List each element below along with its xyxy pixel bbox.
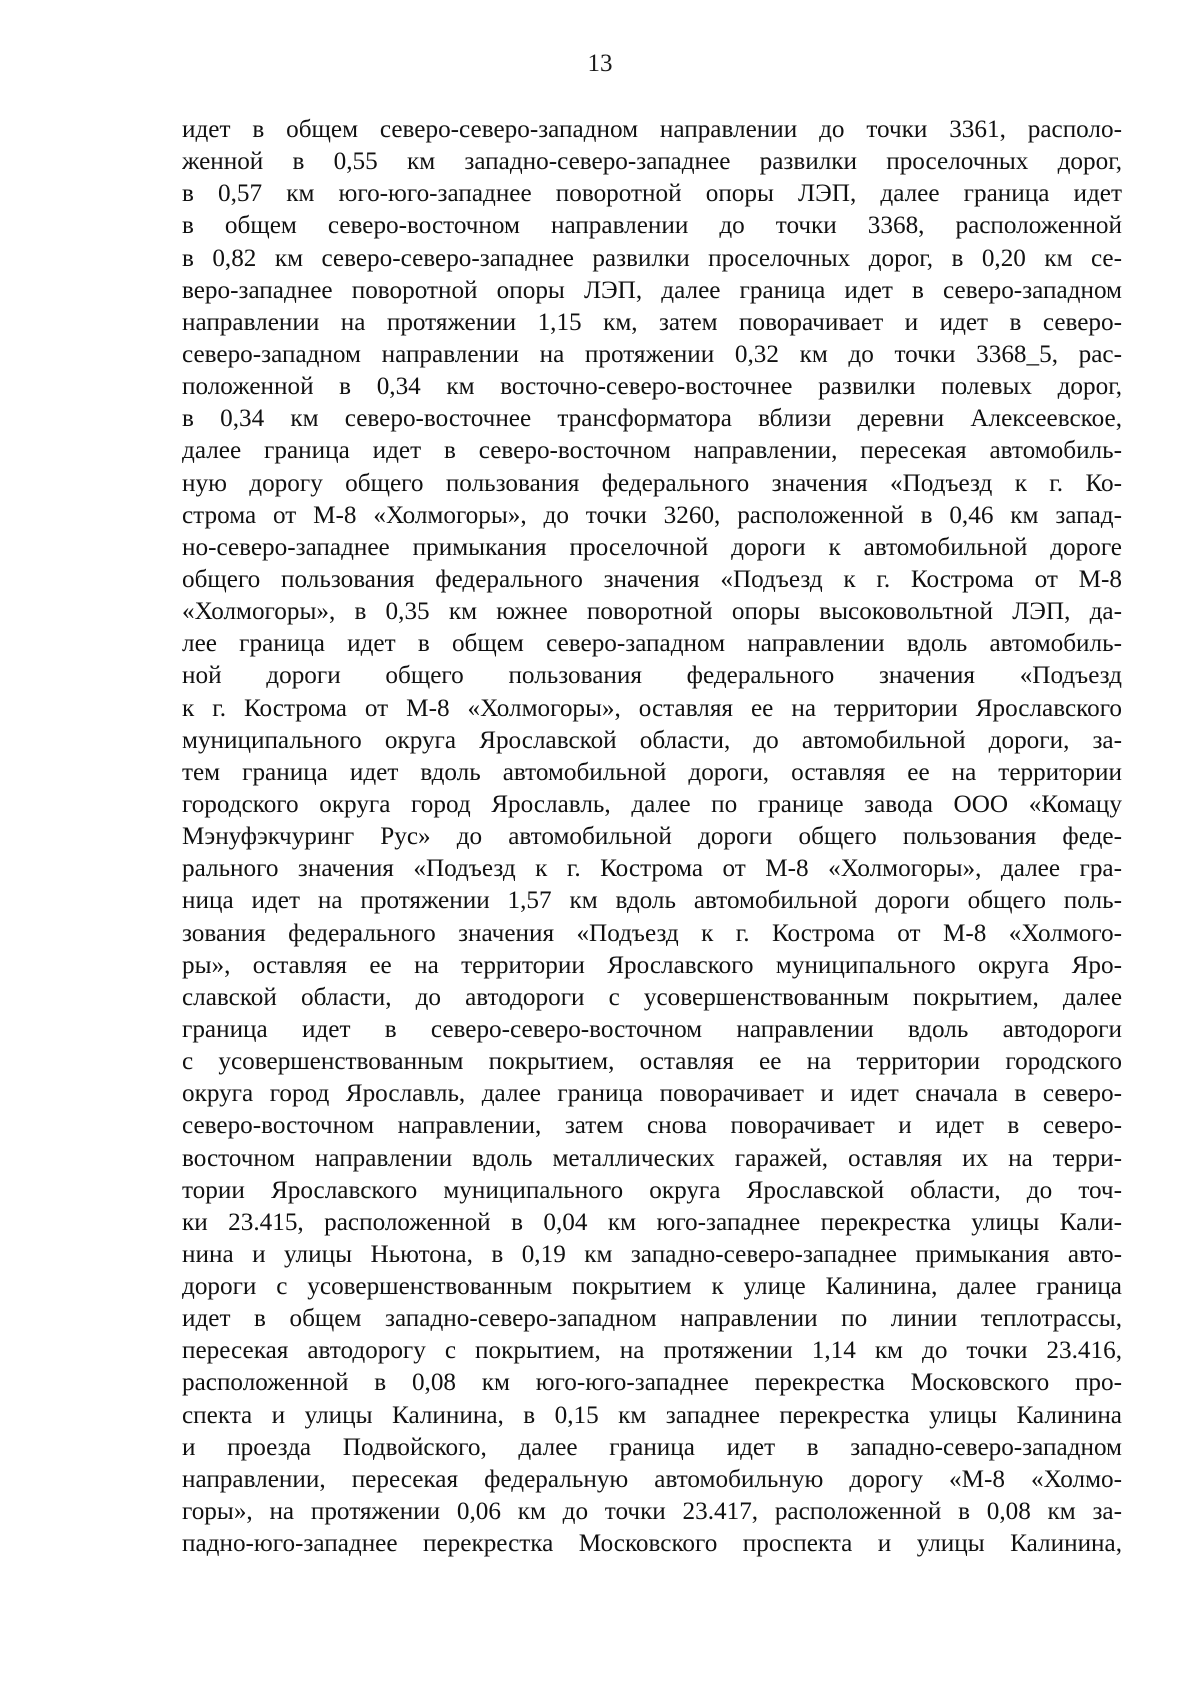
text-line: в 0,82 км северо-северо-западнее развилки проселочных дорог, в 0,20 км се-	[182, 244, 1122, 272]
text-line: падно-юго-западнее перекрестка Московского проспекта и улицы Калинина,	[182, 1530, 1122, 1558]
text-line: ры», оставляя ее на территории Ярославского муниципального округа Яро-	[182, 951, 1122, 979]
text-line: тем граница идет вдоль автомобильной дороги, оставляя ее на территории	[182, 758, 1122, 786]
text-line: общего пользования федерального значения «Подъезд к г. Кострома от М-8	[182, 565, 1122, 593]
text-line: в 0,57 км юго-юго-западнее поворотной опоры ЛЭП, далее граница идет	[182, 180, 1122, 208]
text-line: северо-восточном направлении, затем снова поворачивает и идет в северо-	[182, 1112, 1122, 1140]
text-line: округа город Ярославль, далее граница поворачивает и идет сначала в северо-	[182, 1080, 1122, 1108]
text-line: дороги с усовершенствованным покрытием к улице Калинина, далее граница	[182, 1273, 1122, 1301]
text-line: расположенной в 0,08 км юго-юго-западнее перекрестка Московского про-	[182, 1369, 1122, 1397]
text-line: веро-западнее поворотной опоры ЛЭП, далее граница идет в северо-западном	[182, 276, 1122, 304]
body-text	[182, 114, 1122, 1560]
text-line: тории Ярославского муниципального округа Ярославской области, до точ-	[182, 1176, 1122, 1204]
text-line: славской области, до автодороги с усовершенствованным покрытием, далее	[182, 983, 1122, 1011]
text-line: и проезда Подвойского, далее граница идет в западно-северо-западном	[182, 1433, 1122, 1461]
text-line: к г. Кострома от М-8 «Холмогоры», оставляя ее на территории Ярославского	[182, 694, 1122, 722]
text-line: «Холмогоры», в 0,35 км южнее поворотной опоры высоковольтной ЛЭП, да-	[182, 598, 1122, 626]
text-line: далее граница идет в северо-восточном направлении, пересекая автомобиль-	[182, 437, 1122, 465]
text-line: с усовершенствованным покрытием, оставляя ее на территории городского	[182, 1048, 1122, 1076]
text-line: идет в общем западно-северо-западном направлении по линии теплотрассы,	[182, 1305, 1122, 1333]
text-line: рального значения «Подъезд к г. Кострома от М-8 «Холмогоры», далее гра-	[182, 855, 1122, 883]
text-line: но-северо-западнее примыкания проселочной дороги к автомобильной дороге	[182, 533, 1122, 561]
page-number: 13	[587, 50, 613, 77]
text-line: лее граница идет в общем северо-западном направлении вдоль автомобиль-	[182, 630, 1122, 658]
text-line: Мэнуфэкчуринг Рус» до автомобильной дороги общего пользования феде-	[182, 823, 1122, 851]
text-line: ную дорогу общего пользования федерального значения «Подъезд к г. Ко-	[182, 469, 1122, 497]
text-line: женной в 0,55 км западно-северо-западнее развилки проселочных дорог,	[182, 148, 1122, 176]
text-line: пересекая автодорогу с покрытием, на протяжении 1,14 км до точки 23.416,	[182, 1337, 1122, 1365]
text-line: в общем северо-восточном направлении до точки 3368, расположенной	[182, 212, 1122, 240]
text-line: граница идет в северо-северо-восточном направлении вдоль автодороги	[182, 1015, 1122, 1043]
text-line: ки 23.415, расположенной в 0,04 км юго-западнее перекрестка улицы Кали-	[182, 1208, 1122, 1236]
text-line: муниципального округа Ярославской области, до автомобильной дороги, за-	[182, 726, 1122, 754]
text-line: городского округа город Ярославль, далее по границе завода ООО «Комацу	[182, 790, 1122, 818]
text-line: северо-западном направлении на протяжении 0,32 км до точки 3368_5, рас-	[182, 340, 1122, 368]
text-line: спекта и улицы Калинина, в 0,15 км западнее перекрестка улицы Калинина	[182, 1401, 1122, 1429]
text-line: строма от М-8 «Холмогоры», до точки 3260, расположенной в 0,46 км запад-	[182, 501, 1122, 529]
text-line: идет в общем северо-северо-западном направлении до точки 3361, располо-	[182, 116, 1122, 143]
text-line: восточном направлении вдоль металлических гаражей, оставляя их на терри-	[182, 1144, 1122, 1172]
text-line: направлении на протяжении 1,15 км, затем поворачивает и идет в северо-	[182, 308, 1122, 336]
text-line: ной дороги общего пользования федерального значения «Подъезд	[182, 662, 1122, 690]
text-line: нина и улицы Ньютона, в 0,19 км западно-северо-западнее примыкания авто-	[182, 1240, 1122, 1268]
text-line: горы», на протяжении 0,06 км до точки 23.417, расположенной в 0,08 км за-	[182, 1498, 1122, 1526]
text-line: ница идет на протяжении 1,57 км вдоль автомобильной дороги общего поль-	[182, 887, 1122, 915]
text-line: направлении, пересекая федеральную автомобильную дорогу «М-8 «Холмо-	[182, 1465, 1122, 1493]
text-line: в 0,34 км северо-восточнее трансформатора вблизи деревни Алексеевское,	[182, 405, 1122, 433]
text-line: зования федерального значения «Подъезд к г. Кострома от М-8 «Холмого-	[182, 919, 1122, 947]
text-line: положенной в 0,34 км восточно-северо-восточнее развилки полевых дорог,	[182, 373, 1122, 401]
